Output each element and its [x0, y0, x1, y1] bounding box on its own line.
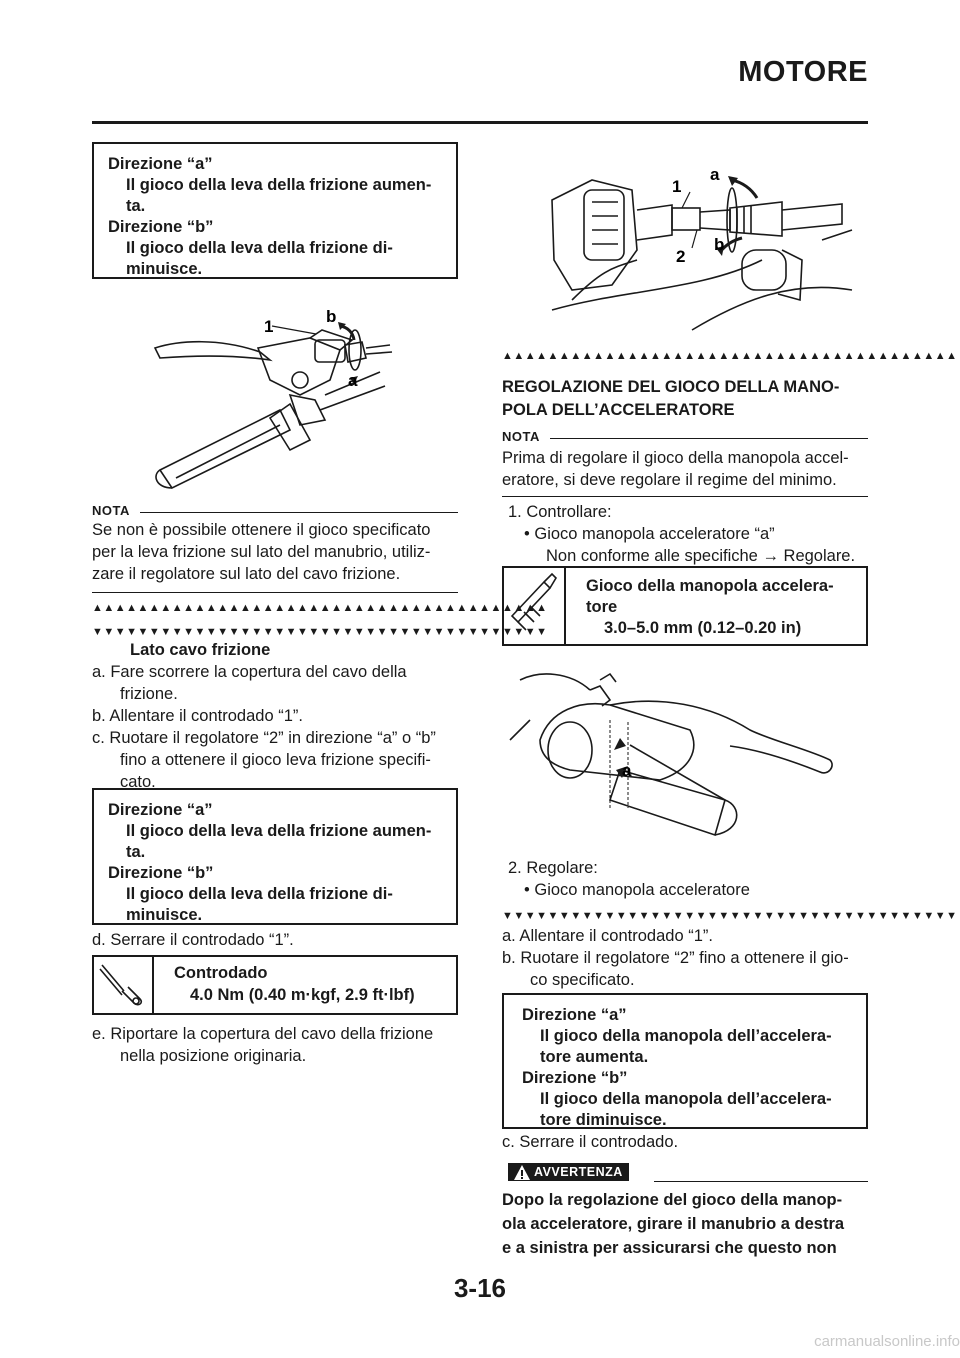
torque-box-divider — [152, 957, 154, 1013]
step-c-right: c. Serrare il controdado. — [502, 1133, 679, 1151]
step-a-line-2: frizione. — [120, 685, 178, 703]
fig2-label-1: 1 — [672, 177, 682, 196]
dir-b-text-cont: minuisce. — [126, 906, 203, 924]
nota-end-rule-right — [502, 496, 868, 497]
dir-b-text: Il gioco della manopola dell’accelera- — [540, 1090, 832, 1108]
direction-box-2 — [92, 788, 458, 925]
dir-b-text: Il gioco della leva della frizione di- — [126, 885, 393, 903]
throttle-grip-illustration — [510, 660, 840, 840]
page-title: MOTORE — [738, 56, 868, 88]
dir-a-label: Direzione “a” — [108, 801, 213, 819]
page-number: 3-16 — [453, 1273, 507, 1303]
dir-a-label: Direzione “a” — [108, 155, 213, 173]
dir-a-text-cont: tore aumenta. — [540, 1048, 649, 1066]
nota-head-right: NOTA — [502, 429, 540, 444]
nota-line-3: zare il regolatore sul lato del cavo frizione. — [92, 565, 401, 583]
fig1-label-b: b — [326, 307, 337, 326]
sub-heading-cable-side: Lato cavo frizione — [130, 641, 271, 659]
warning-line-1: Dopo la regolazione del gioco della manop- — [502, 1191, 843, 1209]
dir-a-text: Il gioco della leva della frizione aumen- — [126, 176, 432, 194]
fig2-label-b: b — [714, 235, 725, 254]
cable-adjuster-illustration — [542, 150, 862, 340]
triangle-row-up-right: ▲▲▲▲▲▲▲▲▲▲▲▲▲▲▲▲▲▲▲▲▲▲▲▲▲▲▲▲▲▲▲▲▲▲▲▲▲▲▲▲ — [502, 350, 958, 362]
fig1-label-a: a — [348, 371, 358, 390]
direction-box-1 — [92, 142, 458, 279]
clutch-lever-illustration — [140, 300, 400, 480]
dir-a-text-cont: ta. — [126, 843, 146, 861]
dir-a-text: Il gioco della manopola dell’accelera- — [540, 1027, 832, 1045]
step-1: 1. Controllare: — [508, 503, 612, 521]
fig3-label-a: a — [622, 761, 632, 780]
step-c-line-1: c. Ruotare il regolatore “2” in direzione “a” o “b” — [92, 729, 436, 747]
dir-a-text: Il gioco della leva della frizione aumen- — [126, 822, 432, 840]
nota-rule-right — [550, 438, 868, 439]
warning-rule — [654, 1181, 868, 1182]
step-a-line-1: a. Fare scorrere la copertura del cavo della — [92, 663, 407, 681]
dir-b-label: Direzione “b” — [522, 1069, 628, 1087]
fig2-label-2: 2 — [676, 247, 686, 266]
dir-a-label: Direzione “a” — [522, 1006, 627, 1024]
dir-b-label: Direzione “b” — [108, 218, 214, 236]
step-1-bullet: • Gioco manopola acceleratore “a” — [524, 525, 775, 543]
step-e-line-2: nella posizione originaria. — [120, 1047, 307, 1065]
nota-right-line-2: eratore, si deve regolare il regime del minimo. — [502, 471, 837, 489]
torque-value: 4.0 Nm (0.40 m·kgf, 2.9 ft·lbf) — [190, 986, 415, 1004]
step-b: b. Allentare il controdado “1”. — [92, 707, 303, 725]
nota-rule-left — [140, 512, 458, 513]
dir-b-label: Direzione “b” — [108, 864, 214, 882]
spec-title-2: tore — [586, 598, 618, 616]
nota-line-1: Se non è possibile ottenere il gioco specificato — [92, 521, 431, 539]
step-1-sub: Non conforme alle specifiche → Regolare. — [546, 547, 856, 565]
step-a-right: a. Allentare il controdado “1”. — [502, 927, 713, 945]
watermark: carmanualsonline.info — [814, 1333, 960, 1350]
caliper-icon — [504, 568, 564, 644]
warning-icon — [514, 1165, 530, 1180]
spec-box-divider — [564, 568, 566, 644]
throttle-spec-box — [502, 566, 868, 646]
warning-line-2: ola acceleratore, girare il manubrio a destra — [502, 1215, 845, 1233]
torque-title: Controdado — [174, 964, 268, 982]
fig2-label-a: a — [710, 165, 720, 184]
warning-badge — [508, 1163, 629, 1181]
step-2: 2. Regolare: — [508, 859, 598, 877]
torque-spec-box — [92, 955, 458, 1015]
section-title-line-1: REGOLAZIONE DEL GIOCO DELLA MANO- — [502, 378, 840, 396]
spec-title-1: Gioco della manopola accelera- — [586, 577, 834, 595]
step-c-line-2: fino a ottenere il gioco leva frizione specifi- — [120, 751, 431, 769]
dir-b-text: Il gioco della leva della frizione di- — [126, 239, 393, 257]
nota-line-2: per la leva frizione sul lato del manubrio, utiliz- — [92, 543, 431, 561]
fig1-label-1: 1 — [264, 317, 274, 336]
nota-end-rule-left — [92, 592, 458, 593]
torque-wrench-icon — [94, 957, 152, 1013]
dir-b-text-cont: minuisce. — [126, 260, 203, 278]
step-d: d. Serrare il controdado “1”. — [92, 931, 294, 949]
spec-value: 3.0–5.0 mm (0.12–0.20 in) — [604, 619, 802, 637]
step-b-right-line-2: co specificato. — [530, 971, 635, 989]
step-b-right-line-1: b. Ruotare il regolatore “2” fino a ottenere il gio- — [502, 949, 849, 967]
triangle-row-down-right: ▼▼▼▼▼▼▼▼▼▼▼▼▼▼▼▼▼▼▼▼▼▼▼▼▼▼▼▼▼▼▼▼▼▼▼▼▼▼▼▼ — [502, 910, 958, 922]
warning-badge-label: AVVERTENZA — [534, 1165, 623, 1179]
nota-right-line-1: Prima di regolare il gioco della manopola accel- — [502, 449, 849, 467]
warning-line-3: e a sinistra per assicurarsi che questo non — [502, 1239, 837, 1257]
step-e-line-1: e. Riportare la copertura del cavo della frizione — [92, 1025, 434, 1043]
nota-head-left: NOTA — [92, 503, 130, 518]
header-rule — [92, 121, 868, 124]
step-2-bullet: • Gioco manopola acceleratore — [524, 881, 750, 899]
triangle-row-up-left: ▲▲▲▲▲▲▲▲▲▲▲▲▲▲▲▲▲▲▲▲▲▲▲▲▲▲▲▲▲▲▲▲▲▲▲▲▲▲▲▲ — [92, 602, 548, 614]
step-c-line-3: cato. — [120, 773, 156, 791]
triangle-row-down-left: ▼▼▼▼▼▼▼▼▼▼▼▼▼▼▼▼▼▼▼▼▼▼▼▼▼▼▼▼▼▼▼▼▼▼▼▼▼▼▼▼ — [92, 626, 548, 638]
section-title-line-2: POLA DELL’ACCELERATORE — [502, 401, 735, 419]
direction-box-3 — [502, 993, 868, 1129]
dir-a-text-cont: ta. — [126, 197, 146, 215]
dir-b-text-cont: tore diminuisce. — [540, 1111, 667, 1129]
